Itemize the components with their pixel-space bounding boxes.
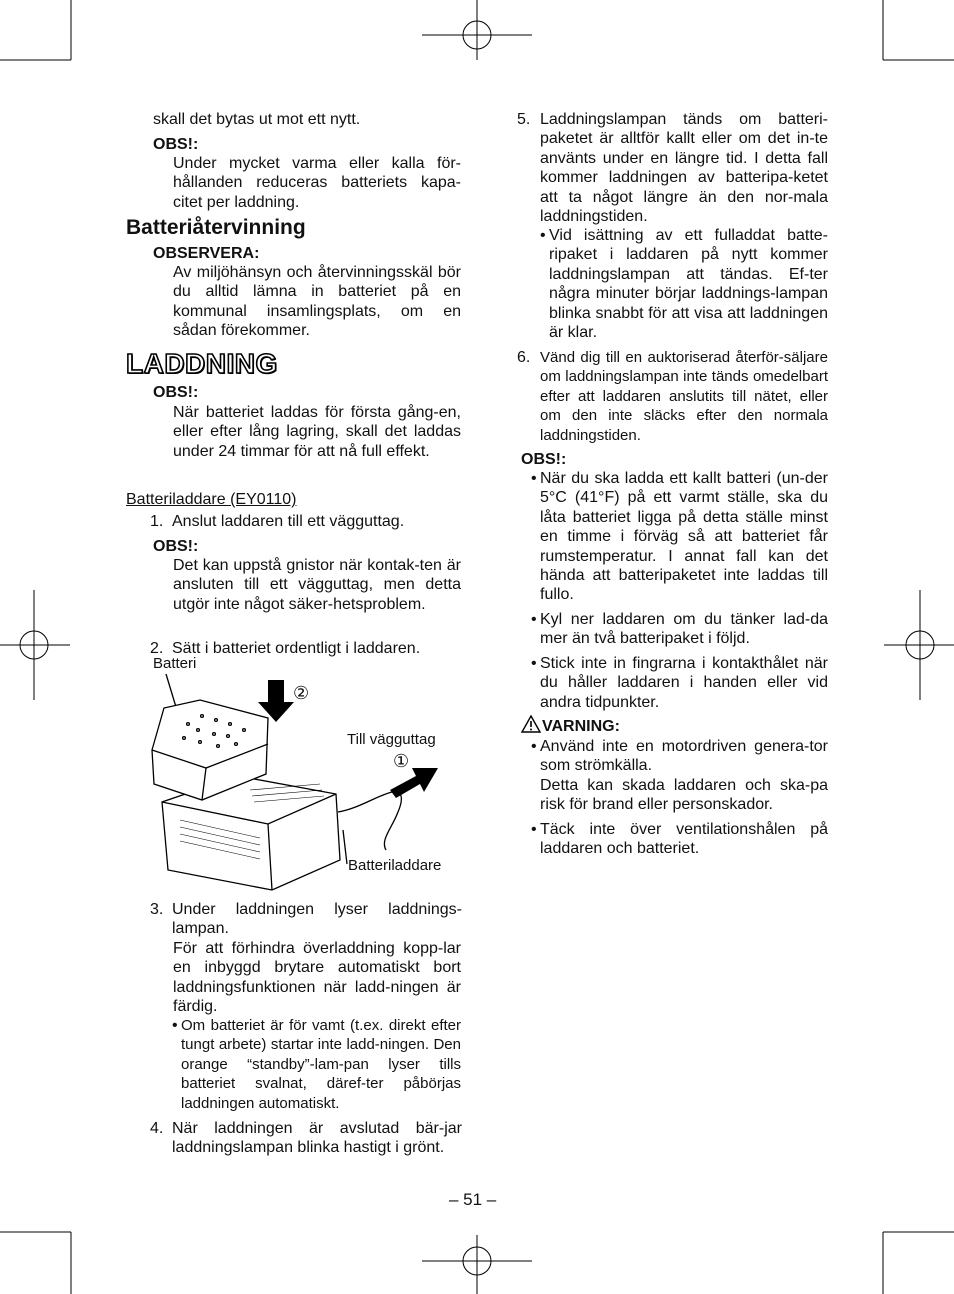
bullet-text: Om batteriet är för vamt (t.ex. direkt efter tungt arbete) startar inte ladd-ningen. Den orange “standby”-lam-pan lyser tills batteriet svalnat, däref-ter påbörjas laddningen automatiskt.: [181, 1017, 461, 1112]
bullet-glyph: •: [531, 611, 537, 628]
obs-text: Under mycket varma eller kalla för-hållanden reduceras batteriets kapa-citet per laddning.: [173, 155, 461, 211]
observera-text: Av miljöhänsyn och återvinningsskäl bör du alltid lämna in batteriet på en kommunal insamlingsplats, om en sådan förekommer.: [173, 264, 461, 340]
obs-label: OBS!:: [153, 136, 199, 153]
page-number: – 51 –: [449, 1190, 497, 1209]
bullet-glyph: •: [172, 1017, 178, 1034]
step-text: När laddningen är avslutad bär-jar laddningslampan blinka hastigt i grönt.: [172, 1120, 462, 1157]
obs-text: När batteriet laddas för första gång-en, eller efter lång lagring, skall det laddas under 24 timmar för att nå full effekt.: [173, 404, 461, 460]
step-text: Vänd dig till en auktoriserad återför-säljare om laddningslampan inte tänds omedelbart efter att laddaren anslutits till nätet, eller om den inte släcks efter den normala laddningstiden.: [540, 349, 828, 444]
step-number: 3.: [150, 901, 164, 918]
bullet-glyph: •: [531, 738, 537, 755]
bullet-glyph: •: [531, 470, 537, 487]
obs-label: OBS!:: [521, 451, 567, 468]
intro-text: skall det bytas ut mot ett nytt.: [153, 111, 361, 128]
bullet-text: Stick inte in fingrarna i kontakthålet när du håller laddaren i handen eller vid andra tidpunkter.: [540, 655, 828, 711]
warning-icon: [521, 715, 541, 733]
figure-label-outlet: Till vägguttag: [347, 731, 436, 748]
step-text: Anslut laddaren till ett vägguttag.: [172, 513, 405, 530]
obs-label: OBS!:: [153, 538, 199, 555]
step-number: 2.: [150, 640, 164, 657]
observera-label: OBSERVERA:: [153, 245, 260, 262]
figure-mark-1: ①: [393, 751, 410, 771]
obs-label: OBS!:: [153, 384, 199, 401]
bullet-text: Vid isättning av ett fulladdat batte-ripaket i laddaren på nytt kommer laddningslampan att tändas. Ef-ter några minuter börjar laddnings-lampan blinka snabbt för att visa att laddningen är klar.: [549, 227, 828, 342]
bullet-glyph: •: [531, 821, 537, 838]
recycling-heading: Batteriåtervinning: [126, 216, 306, 239]
step-text: Laddningslampan tänds om batteri-paketet är alltför kallt eller om det in-te använts under en längre tid. I detta fall kommer laddningen av batteripa-ketet att ta något längre än den nor-mala laddningstiden.: [540, 111, 828, 226]
step-text: Under laddningen lyser laddnings-lampan.: [172, 901, 462, 938]
step-number: 4.: [150, 1120, 164, 1137]
charger-illustration: [140, 672, 470, 892]
step-number: 5.: [517, 111, 531, 128]
bullet-text: När du ska ladda ett kallt batteri (un-der 5°C (41°F) på ett varmt ställe, ska du låta batteriet ligga på detta ställe minst en timme i förväg så att batteriet får rumstemperatur. I annat fall kan det hända att batteripaketet inte laddas till fullo.: [540, 470, 828, 604]
bullet-text: Täck inte över ventilationshålen på laddaren och batteriet.: [540, 821, 828, 858]
charging-heading: LADDNING: [126, 348, 278, 379]
step-extra-text: För att förhindra överladdning kopp-lar en inbyggd brytare automatiskt bort laddningsfunktionen när ladd-ningen är färdig.: [173, 940, 461, 1016]
figure-label-battery: Batteri: [153, 655, 197, 672]
charger-model: Batteriladdare (EY0110): [126, 491, 297, 508]
obs-text: Det kan uppstå gnistor när kontak-ten är ansluten till ett vägguttag, men detta utgör inte något säker-hetsproblem.: [173, 557, 461, 613]
step-number: 1.: [150, 513, 164, 530]
bullet-extra-text: Detta kan skada laddaren och ska-pa risk för brand eller personskador.: [540, 777, 828, 814]
bullet-text: Kyl ner laddaren om du tänker lad-da mer än två batteripaket i följd.: [540, 611, 828, 648]
step-text: Sätt i batteriet ordentligt i laddaren.: [172, 640, 421, 657]
warning-label: VARNING:: [542, 718, 620, 735]
figure-label-charger: Batteriladdare: [348, 857, 442, 874]
bullet-text: Använd inte en motordriven genera-tor som strömkälla.: [540, 738, 828, 775]
bullet-glyph: •: [540, 227, 546, 244]
figure-mark-2: ②: [293, 683, 310, 703]
step-number: 6.: [517, 349, 531, 366]
bullet-glyph: •: [531, 655, 537, 672]
